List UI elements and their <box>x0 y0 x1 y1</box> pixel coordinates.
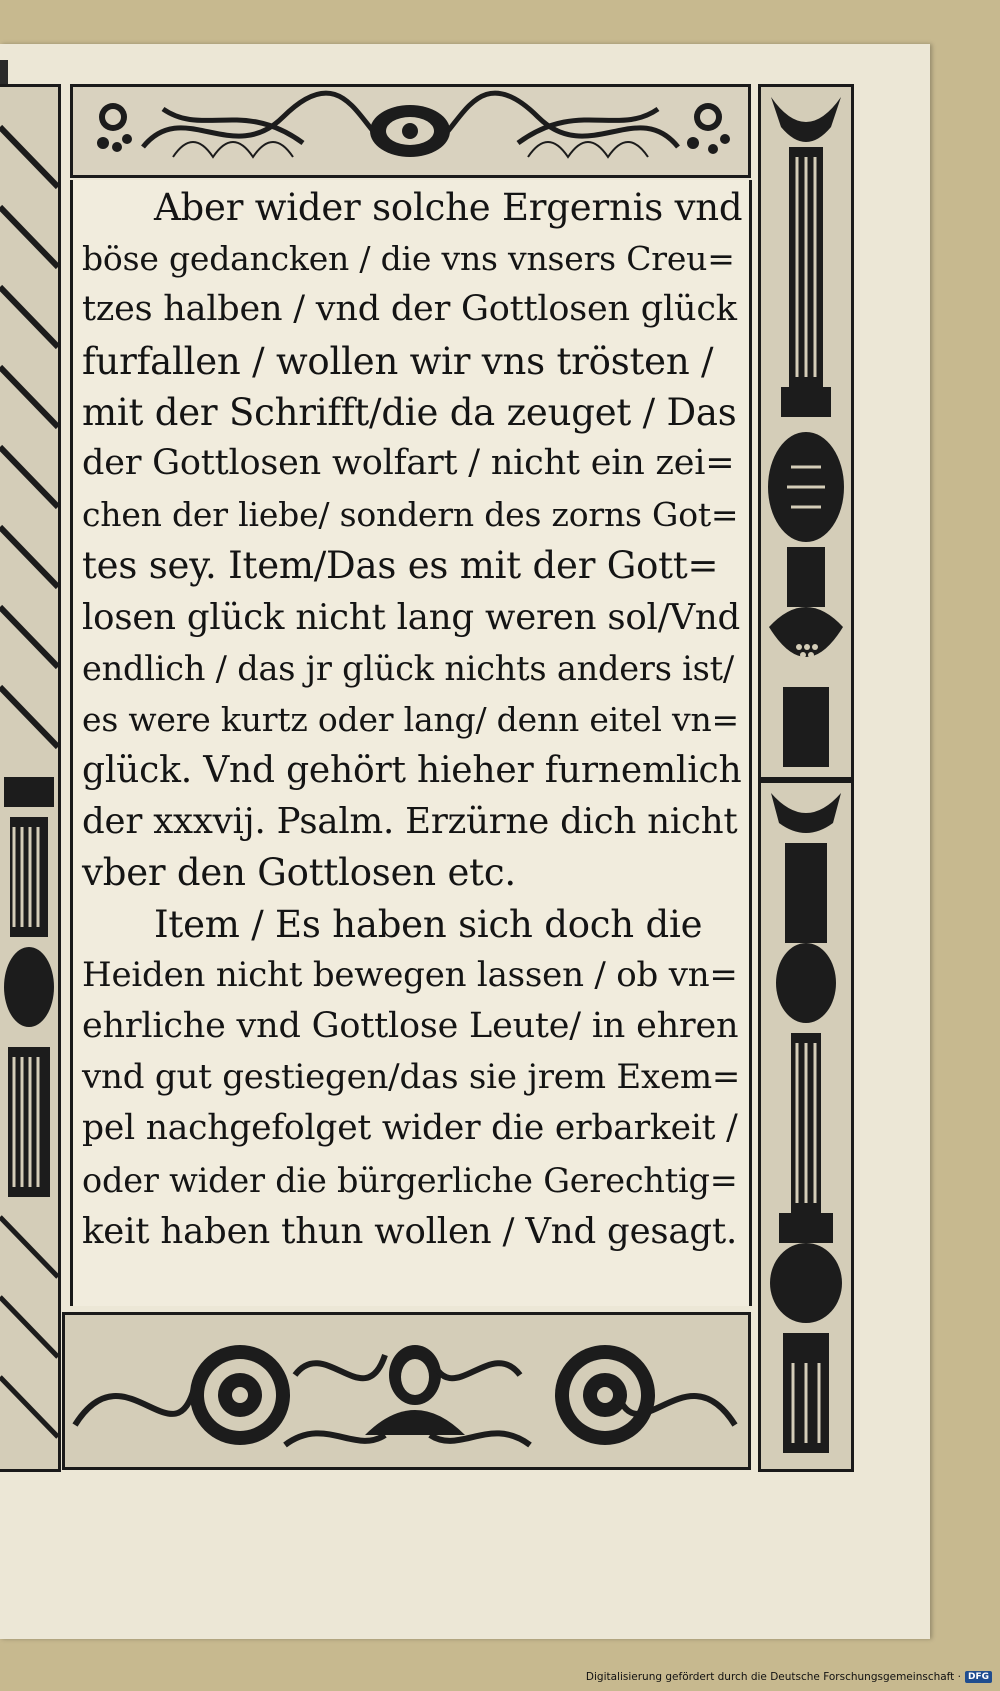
text-line: es were kurtz oder lang/ denn eitel vn= <box>82 699 740 739</box>
text-line: pel nachgefolget wider die erbarkeit / <box>82 1108 738 1149</box>
text-line: oder wider die bürgerliche Gerechtig= <box>82 1160 738 1200</box>
text-line: Heiden nicht bewegen lassen / ob vn= <box>82 954 738 995</box>
dfg-logo: DFG <box>965 1671 992 1683</box>
text-line: vber den Gottlosen etc. <box>82 851 516 895</box>
ornamental-bottom-border <box>62 1312 751 1470</box>
text-line: keit haben thun wollen / Vnd gesagt. <box>82 1210 738 1252</box>
text-line: tes sey. Item/Das es mit der Gott= <box>82 544 719 588</box>
text-line: losen glück nicht lang weren sol/Vnd <box>82 596 741 638</box>
text-line: endlich / das jr glück nichts anders ist/ <box>82 648 735 688</box>
text-line: furfallen / wollen wir vns trösten / <box>82 339 714 383</box>
text-line: mit der Schrifft/die da zeuget / Das <box>82 390 737 434</box>
text-line: Aber wider solche Ergernis vnd <box>154 186 743 229</box>
funding-credit: Digitalisierung gefördert durch die Deutsche Forschungsgemeinschaft · <box>585 1671 961 1683</box>
blackletter-text-block <box>82 182 742 1257</box>
ornamental-top-border <box>70 84 751 178</box>
text-line: Item / Es haben sich doch die <box>154 902 703 946</box>
text-line: ehrliche vnd Gottlose Leute/ in ehren <box>82 1006 739 1046</box>
ornamental-right-column-upper <box>758 84 854 780</box>
ornamental-left-column <box>0 84 61 1472</box>
text-line: böse gedancken / die vns vnsers Creu= <box>82 239 735 279</box>
text-line: tzes halben / vnd der Gottlosen glück <box>82 289 737 330</box>
digitization-footer <box>586 1671 992 1683</box>
text-line: glück. Vnd gehört hieher furnemlich <box>82 750 742 792</box>
text-line: chen der liebe/ sondern des zorns Got= <box>82 495 739 535</box>
text-line: der Gottlosen wolfart / nicht ein zei= <box>82 442 735 483</box>
text-line: vnd gut gestiegen/das sie jrem Exem= <box>82 1057 741 1098</box>
ornamental-right-column-lower <box>758 780 854 1472</box>
text-line: der xxxvij. Psalm. Erzürne dich nicht <box>82 801 738 843</box>
